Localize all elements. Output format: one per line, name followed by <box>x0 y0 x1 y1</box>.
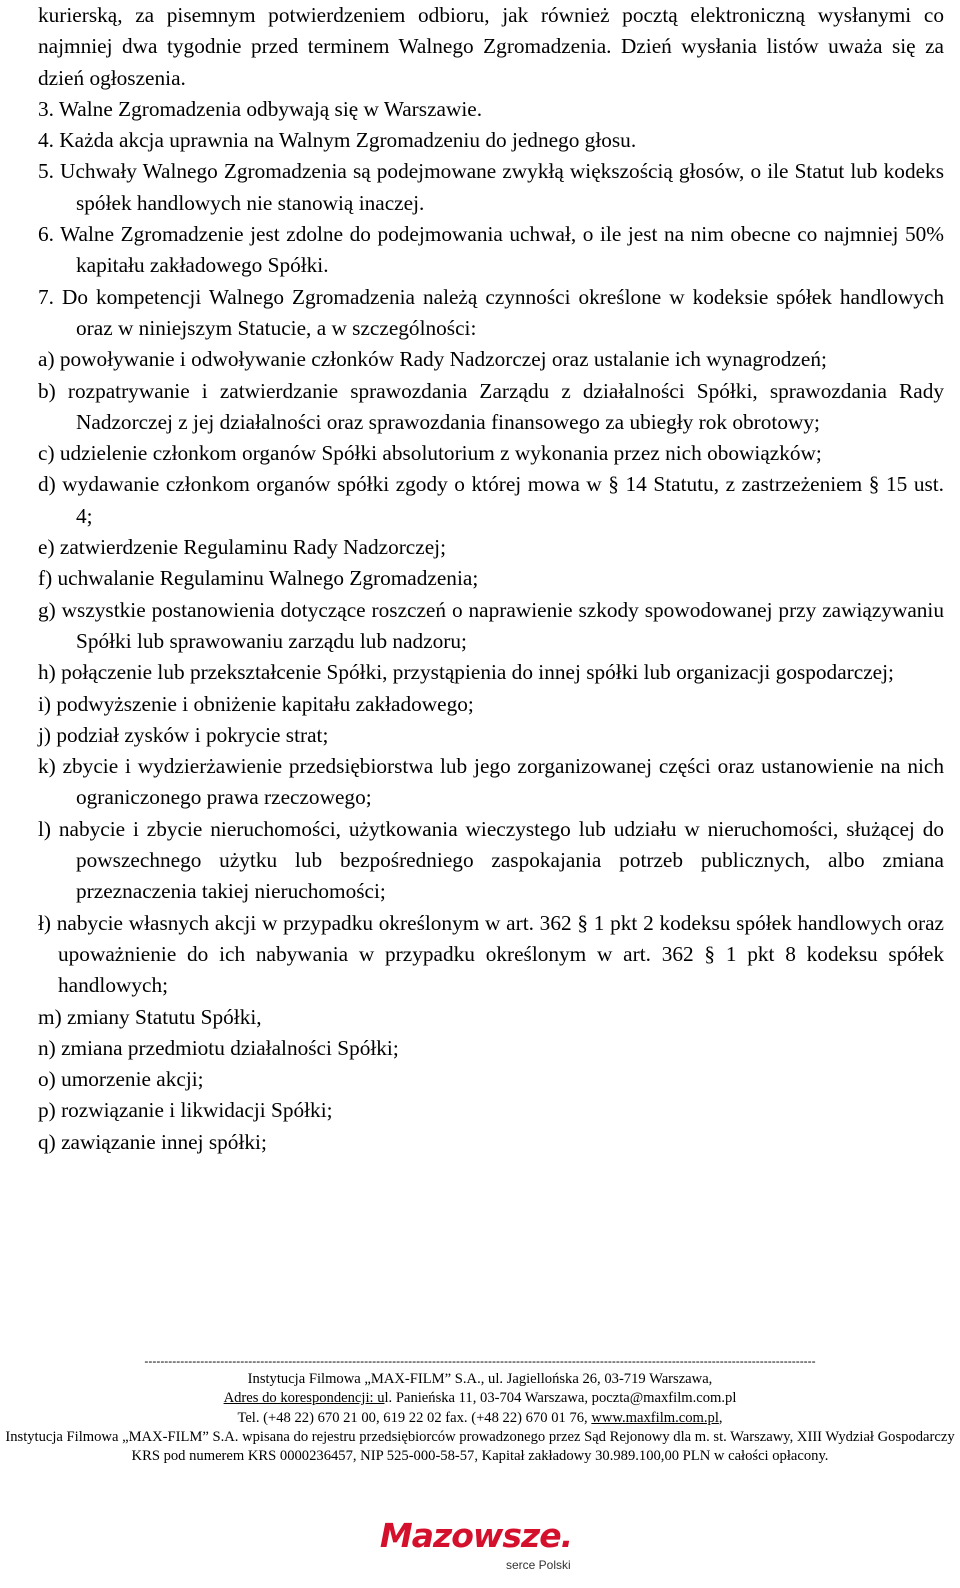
paragraph-3: 3. Walne Zgromadzenia odbywają się w Warszawie. <box>38 96 483 121</box>
list-item-d: d) wydawanie członkom organów spółki zgody o której mowa w § 14 Statutu, z zastrzeżeniem § 15 ust. 4; <box>38 472 944 528</box>
paragraph-5: 5. Uchwały Walnego Zgromadzenia są podejmowane zwykłą większością głosów, o ile Statut lub kodeks spółek handlowych nie stanowią inaczej. <box>38 159 944 215</box>
paragraph-7: 7. Do kompetencji Walnego Zgromadzenia należą czynności określone w kodeksie spółek handlowych oraz w niniejszym Statucie, a w szczególności: <box>38 284 944 340</box>
phone-fax: Tel. (+48 22) 670 21 00, 619 22 02 fax. (+48 22) 670 01 76, <box>237 1409 592 1426</box>
paragraph-continuation: kurierską, za pisemnym potwierdzeniem odbioru, jak również pocztą elektroniczną wysłanymi co najmniej dwa tygodnie przed terminem Walnego Zgromadzenia. Dzień wysłania listów uważa się za dzień ogłoszenia. <box>38 3 944 90</box>
contact-end: , <box>718 1409 723 1426</box>
footer-address: Instytucja Filmowa „MAX-FILM” S.A., ul. Jagiellońska 26, 03-719 Warszawa, <box>247 1371 713 1387</box>
mazowsze-logo <box>356 1516 596 1586</box>
list-item-e: e) zatwierdzenie Regulaminu Rady Nadzorczej; <box>38 535 446 560</box>
list-item-m: m) zmiany Statutu Spółki, <box>38 1004 262 1029</box>
website-link[interactable]: www.maxfilm.com.pl <box>591 1409 719 1426</box>
list-item-p: p) rozwiązanie i likwidacji Spółki; <box>38 1098 333 1123</box>
footer-registration: Instytucja Filmowa „MAX-FILM” S.A. wpisana do rejestru przedsiębiorców prowadzonego przez Sąd Rejonowy dla m. st. Warszawy, XIII Wydział Gospodarczy KRS pod numerem KRS 0000236457, NIP 525-000-58-57, Kapitał zakładowy 30.989.100,00 PLN w całości opłacony. <box>5 1428 955 1465</box>
list-item-h: h) połączenie lub przekształcenie Spółki, przystąpienia do innej spółki lub organizacji gospodarczej; <box>38 660 894 685</box>
logo-brand: Mazowsze. <box>379 1516 573 1555</box>
statute-text <box>38 0 944 1158</box>
list-item-b: b) rozpatrywanie i zatwierdzanie sprawozdania Zarządu z działalności Spółki, sprawozdania Rady Nadzorczej z jej działalności oraz sprawozdania finansowego za ubiegły rok obrotowy; <box>38 378 944 434</box>
paragraph-6: 6. Walne Zgromadzenie jest zdolne do podejmowania uchwał, o ile jest na nim obecne co najmniej 50% kapitału zakładowego Spółki. <box>38 222 944 278</box>
list-item-o: o) umorzenie akcji; <box>38 1067 204 1092</box>
list-item-i: i) podwyższenie i obniżenie kapitału zakładowego; <box>38 691 474 716</box>
list-item-l-stroke: ł) nabycie własnych akcji w przypadku określonym w art. 362 § 1 pkt 2 kodeksu spółek handlowych oraz upoważnienie do ich nabywania w przypadku określonym w art. 362 § 1 pkt 8 kodeksu spółek handlowych; <box>38 910 944 998</box>
footer-separator: ------------------------------------------------------------------------------------------------------------------------------------------------------------------------ <box>144 1354 816 1368</box>
paragraph-4: 4. Każda akcja uprawnia na Walnym Zgromadzeniu do jednego głosu. <box>38 128 637 153</box>
correspondence-address: l. Panieńska 11, 03-704 Warszawa, poczta@maxfilm.com.pl <box>384 1390 737 1407</box>
logo-tagline: serce Polski <box>506 1558 571 1572</box>
list-item-l: l) nabycie i zbycie nieruchomości, użytkowania wieczystego lub udziału w nieruchomości, służącej do powszechnego użytku lub bezpośredniego zaspokajania potrzeb publicznych, albo zmiana przeznaczenia takiej nieruchomości; <box>38 816 944 904</box>
list-item-c: c) udzielenie członkom organów Spółki absolutorium z wykonania przez nich obowiązków; <box>38 441 822 466</box>
list-item-k: k) zbycie i wydzierżawienie przedsiębiorstwa lub jego zorganizowanej części oraz ustanowienie na nich ograniczonego prawa rzeczowego; <box>38 754 944 810</box>
list-item-a: a) powoływanie i odwoływanie członków Rady Nadzorczej oraz ustalanie ich wynagrodzeń; <box>38 347 827 372</box>
list-item-g: g) wszystkie postanowienia dotyczące roszczeń o naprawienie szkody spowodowanej przy zawiązywaniu Spółki lub sprawowaniu zarządu lub nadzoru; <box>38 597 944 653</box>
page-footer <box>0 1352 960 1466</box>
footer-correspondence <box>0 1389 960 1408</box>
correspondence-link[interactable]: Adres do korespondencji: u <box>223 1390 385 1407</box>
list-item-j: j) podział zysków i pokrycie strat; <box>38 722 329 747</box>
list-item-f: f) uchwalanie Regulaminu Walnego Zgromadzenia; <box>38 566 479 591</box>
list-item-q: q) zawiązanie innej spółki; <box>38 1129 267 1154</box>
footer-contact <box>0 1409 960 1428</box>
list-item-n: n) zmiana przedmiotu działalności Spółki; <box>38 1035 399 1060</box>
